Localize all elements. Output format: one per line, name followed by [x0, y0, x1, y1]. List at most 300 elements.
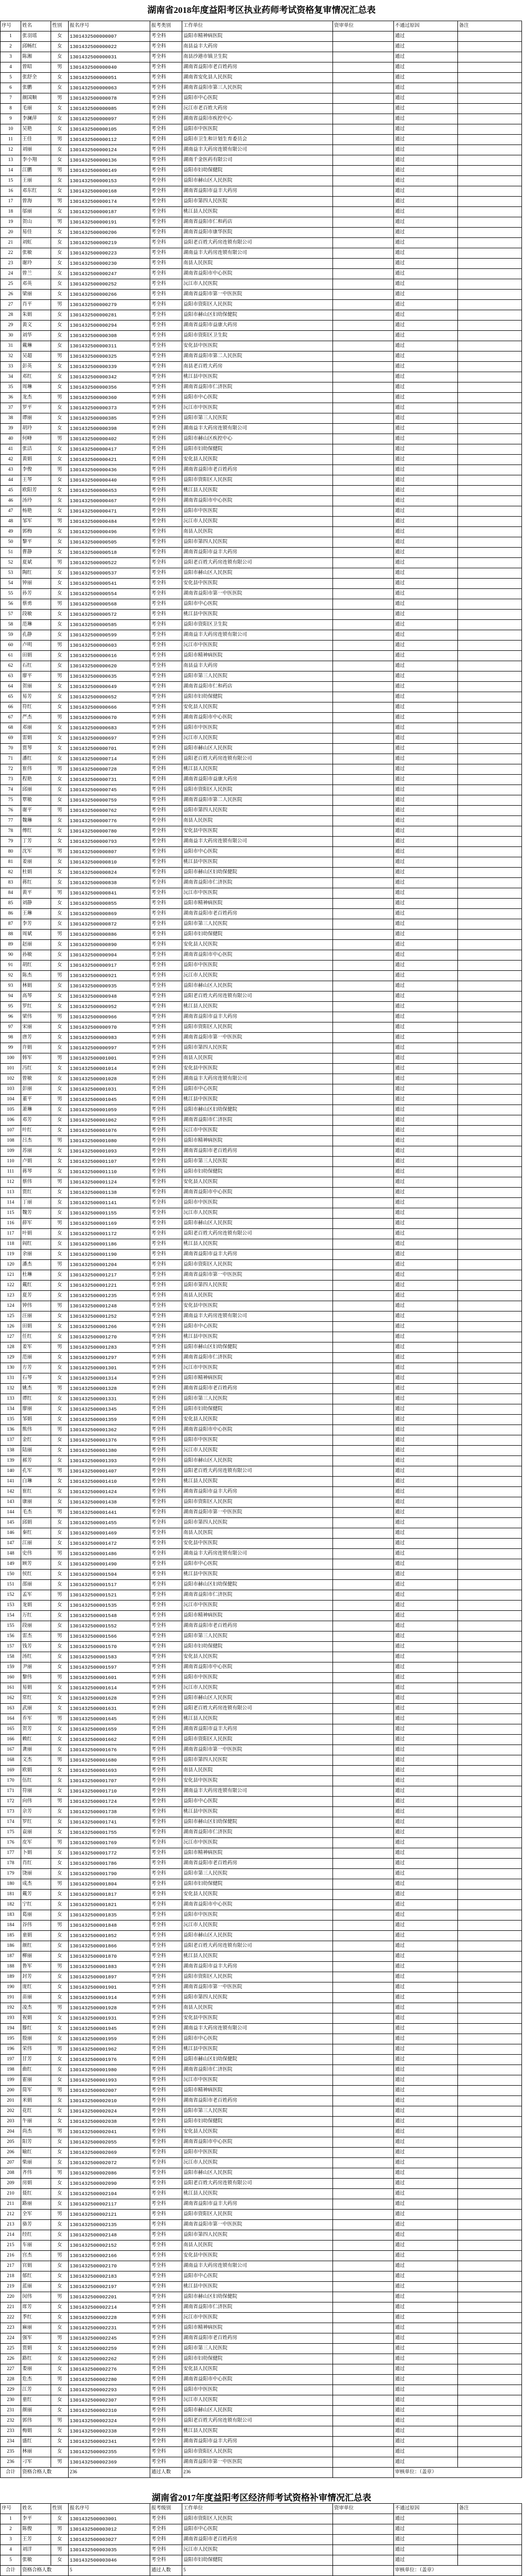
row-note [458, 506, 522, 517]
table-row [1, 2426, 522, 2437]
row-result: 通过 [394, 702, 458, 713]
row-workplace: 湖南省益阳市老百姓药房 [182, 2096, 333, 2106]
row-category: 考全科 [150, 1766, 182, 1776]
row-note [458, 2375, 522, 2385]
row-review-unit [333, 930, 394, 940]
row-result: 通过 [394, 2395, 458, 2406]
row-review-unit [333, 1518, 394, 1528]
row-review-unit [333, 1921, 394, 1931]
row-name: 谷伟 [21, 1921, 51, 1931]
row-seq: 138 [1, 1446, 21, 1456]
row-name: 韩军 [21, 1053, 51, 1064]
row-category: 考全科 [150, 1890, 182, 1900]
row-name: 余丽 [21, 1250, 51, 1260]
table-row [1, 290, 522, 300]
row-review-unit [333, 475, 394, 486]
row-review-unit [333, 1487, 394, 1497]
row-category: 考全科 [150, 31, 182, 42]
row-reg-no: 1301432500002197 [69, 2282, 150, 2292]
row-result: 通过 [394, 1951, 458, 1962]
row-category: 考全科 [150, 2302, 182, 2313]
row-note [458, 1177, 522, 1188]
row-category: 考全科 [150, 1518, 182, 1528]
table-row [1, 2199, 522, 2210]
row-reg-no: 1301432500001393 [69, 1456, 150, 1466]
row-sex: 男 [51, 393, 69, 403]
row-result: 通过 [394, 475, 458, 486]
row-review-unit [333, 1136, 394, 1146]
row-category: 考全科 [150, 506, 182, 517]
row-result: 通过 [394, 837, 458, 847]
row-seq: 172 [1, 1797, 21, 1807]
row-sex: 女 [51, 1662, 69, 1673]
row-result: 通过 [394, 145, 458, 155]
row-reg-no: 1301432500002007 [69, 2086, 150, 2096]
row-note [458, 568, 522, 579]
row-note [458, 991, 522, 1002]
table-row [1, 176, 522, 186]
row-category: 考全科 [150, 909, 182, 919]
row-category: 考全科 [150, 310, 182, 321]
row-category: 考全科 [150, 1136, 182, 1146]
row-reg-no: 1301432500000537 [69, 568, 150, 579]
row-reg-no: 1301432500000505 [69, 537, 150, 548]
row-workplace: 益阳老百姓大药房连锁有限公司 [182, 1229, 333, 1239]
row-review-unit [333, 1611, 394, 1621]
row-workplace: 沅江市中医医院 [182, 2313, 333, 2323]
row-workplace: 湖南省益阳市中心医院 [182, 1425, 333, 1435]
row-note [458, 259, 522, 269]
row-name: 贺芳 [21, 1724, 51, 1735]
row-sex: 女 [51, 1910, 69, 1921]
table2-title: 湖南省2017年度益阳考区经济师考试资格补审情况汇总表 [152, 2493, 371, 2503]
row-reg-no: 1301432500000191 [69, 217, 150, 228]
row-reg-no: 1301432500002262 [69, 2354, 150, 2364]
row-seq: 135 [1, 1415, 21, 1425]
row-sex: 男 [51, 2251, 69, 2261]
row-seq: 137 [1, 1435, 21, 1446]
row-category: 考全科 [150, 83, 182, 93]
row-reg-no: 1301432500002038 [69, 2117, 150, 2127]
row-category: 考全科 [150, 1838, 182, 1848]
row-review-unit [333, 155, 394, 166]
row-sex: 男 [51, 1921, 69, 1931]
row-category: 考全科 [150, 1126, 182, 1136]
row-workplace: 益阳市精神病医院 [182, 1848, 333, 1859]
row-workplace: 南县人民医院 [182, 527, 333, 537]
row-sex: 女 [51, 2148, 69, 2158]
row-seq: 127 [1, 1332, 21, 1342]
table-row [1, 124, 522, 135]
row-workplace: 益阳市赫山区人民医院 [182, 744, 333, 754]
table-row [1, 1941, 522, 1951]
row-seq: 183 [1, 1910, 21, 1921]
row-reg-no: 1301432500001472 [69, 1539, 150, 1549]
row-sex: 男 [51, 1797, 69, 1807]
row-reg-no: 1301432500000279 [69, 300, 150, 310]
table-row [1, 1198, 522, 1208]
row-seq: 35 [1, 382, 21, 393]
row-category: 考全科 [150, 764, 182, 775]
row-sex: 女 [51, 1198, 69, 1208]
row-result: 通过 [394, 2003, 458, 2013]
row-sex: 女 [51, 2344, 69, 2354]
row-seq: 232 [1, 2416, 21, 2426]
row-sex: 女 [51, 506, 69, 517]
row-result: 通过 [394, 568, 458, 579]
table-row [1, 1033, 522, 1043]
row-seq: 204 [1, 2127, 21, 2137]
row-seq: 47 [1, 506, 21, 517]
row-category: 考全科 [150, 1910, 182, 1921]
table-row [1, 331, 522, 341]
row-category: 考全科 [150, 403, 182, 413]
row-seq: 99 [1, 1043, 21, 1053]
row-note [458, 2292, 522, 2302]
row-workplace: 益阳市精神病医院 [182, 899, 333, 909]
row-reg-no: 1301432500001124 [69, 1177, 150, 1188]
row-seq: 210 [1, 2189, 21, 2199]
row-note [458, 1807, 522, 1817]
row-note [458, 155, 522, 166]
row-category: 考全科 [150, 1281, 182, 1291]
row-note [458, 888, 522, 899]
table2-header-row [1, 2504, 522, 2514]
row-reg-no: 1301432500001517 [69, 1580, 150, 1590]
row-reg-no: 1301432500000402 [69, 434, 150, 444]
row-name: 邱丽 [21, 785, 51, 795]
row-name: 柳丽 [21, 1951, 51, 1962]
table-row [1, 506, 522, 517]
row-category: 考全科 [150, 1012, 182, 1022]
table-row [1, 1869, 522, 1879]
table-row [1, 1662, 522, 1673]
row-review-unit [333, 1394, 394, 1404]
table-row [1, 1735, 522, 1745]
row-workplace: 益阳市赫山区妇幼保健院 [182, 310, 333, 321]
row-result: 通过 [394, 2457, 458, 2468]
row-review-unit [333, 424, 394, 434]
row-name: 符红 [21, 702, 51, 713]
row-workplace: 桃江县中医医院 [182, 1332, 333, 1342]
row-seq: 110 [1, 1157, 21, 1167]
row-workplace: 安化县人民医院 [182, 2364, 333, 2375]
row-sex: 男 [51, 135, 69, 145]
row-review-unit [333, 1559, 394, 1570]
row-reg-no: 1301432500000385 [69, 413, 150, 424]
row-workplace: 益阳市妇幼保健院 [182, 2117, 333, 2127]
row-review-unit [333, 2426, 394, 2437]
row-review-unit [333, 2302, 394, 2313]
row-reg-no: 1301432500001221 [69, 1281, 150, 1291]
row-seq: 68 [1, 723, 21, 733]
row-result: 通过 [394, 1838, 458, 1848]
row-sex: 女 [51, 2535, 69, 2545]
row-category: 考全科 [150, 1962, 182, 1972]
row-seq: 90 [1, 950, 21, 961]
row-sex: 男 [51, 888, 69, 899]
table-row [1, 1621, 522, 1631]
row-result: 通过 [394, 764, 458, 775]
table-row [1, 2416, 522, 2426]
row-category: 考全科 [150, 1177, 182, 1188]
row-name: 姜丽 [21, 857, 51, 868]
row-seq: 207 [1, 2158, 21, 2168]
row-reg-no: 1301432500000776 [69, 816, 150, 826]
row-reg-no: 1301432500003001 [69, 2514, 150, 2524]
row-workplace: 湖南省益阳市第一中医医院 [182, 589, 333, 599]
row-note [458, 1580, 522, 1590]
row-seq: 199 [1, 2075, 21, 2086]
table2-body [1, 2514, 522, 2566]
row-sex: 男 [51, 2086, 69, 2096]
row-seq: 180 [1, 1879, 21, 1890]
row-seq: 52 [1, 558, 21, 568]
row-result: 通过 [394, 217, 458, 228]
row-result: 通过 [394, 620, 458, 630]
row-result: 通过 [394, 279, 458, 290]
row-result: 通过 [394, 1921, 458, 1931]
row-workplace: 益阳市中医医院 [182, 1673, 333, 1683]
table-row [1, 321, 522, 331]
row-review-unit [333, 2437, 394, 2447]
row-name: 张敏 [21, 248, 51, 259]
table-row [1, 1353, 522, 1363]
row-workplace: 沅江市人民医院 [182, 2545, 333, 2555]
row-reg-no: 1301432500001566 [69, 1631, 150, 1642]
row-workplace: 益阳市赫山区人民医院 [182, 176, 333, 186]
row-result: 通过 [394, 2148, 458, 2158]
row-reg-no: 1301432500001535 [69, 1601, 150, 1611]
row-seq: 73 [1, 775, 21, 785]
row-category: 考全科 [150, 62, 182, 73]
row-name: 任红 [21, 1332, 51, 1342]
row-sex: 女 [51, 362, 69, 372]
row-sex: 女 [51, 1642, 69, 1652]
row-sex: 女 [51, 2385, 69, 2395]
row-result: 通过 [394, 2375, 458, 2385]
row-seq: 17 [1, 197, 21, 207]
row-seq: 192 [1, 2003, 21, 2013]
row-note [458, 2416, 522, 2426]
row-name: 吴艳 [21, 124, 51, 135]
row-workplace: 益阳市中心医院 [182, 2524, 333, 2535]
table-row [1, 785, 522, 795]
row-workplace: 益阳市第四人民医院 [182, 1043, 333, 1053]
row-sex: 女 [51, 1848, 69, 1859]
row-workplace: 益阳市第三人民医院 [182, 919, 333, 930]
table-row [1, 1528, 522, 1539]
row-review-unit [333, 599, 394, 610]
row-workplace: 益阳市第三人民医院 [182, 413, 333, 424]
row-result: 通过 [394, 2230, 458, 2241]
row-note [458, 93, 522, 104]
row-category: 考全科 [150, 2545, 182, 2555]
table-row [1, 1456, 522, 1466]
row-reg-no: 1301432500002121 [69, 2210, 150, 2220]
row-workplace: 湖南省益阳市老百姓药房 [182, 2333, 333, 2344]
row-workplace: 湖南益丰大药房连锁有限公司 [182, 2261, 333, 2271]
row-result: 通过 [394, 1260, 458, 1270]
row-review-unit [333, 1724, 394, 1735]
row-workplace: 益阳市资阳区卫生院 [182, 620, 333, 630]
row-name: 刘洋 [21, 2545, 51, 2555]
row-sex: 男 [51, 2003, 69, 2013]
row-sex: 女 [51, 1704, 69, 1714]
row-review-unit [333, 1146, 394, 1157]
table-row [1, 950, 522, 961]
row-reg-no: 1301432500001928 [69, 2003, 150, 2013]
row-sex: 女 [51, 1188, 69, 1198]
row-sex: 男 [51, 1838, 69, 1848]
row-category: 考全科 [150, 2514, 182, 2524]
row-sex: 女 [51, 1291, 69, 1301]
row-sex: 女 [51, 1776, 69, 1786]
row-seq: 27 [1, 300, 21, 310]
row-result: 通过 [394, 1611, 458, 1621]
row-name: 娄丽 [21, 2364, 51, 2375]
row-reg-no: 1301432500001297 [69, 1353, 150, 1363]
row-result: 通过 [394, 1188, 458, 1198]
row-workplace: 沅江市中医医院 [182, 2075, 333, 2086]
row-category: 考全科 [150, 1270, 182, 1281]
row-review-unit [333, 1404, 394, 1415]
row-name: 滕红 [21, 2024, 51, 2034]
row-result: 通过 [394, 961, 458, 971]
row-sex: 女 [51, 620, 69, 630]
row-review-unit [333, 259, 394, 269]
row-review-unit [333, 1415, 394, 1425]
table-row [1, 579, 522, 589]
row-reg-no: 1301432500001410 [69, 1477, 150, 1487]
row-seq: 217 [1, 2261, 21, 2271]
row-workplace: 湖南省益阳市益丰大药房 [182, 1724, 333, 1735]
row-seq: 142 [1, 1487, 21, 1497]
row-seq: 9 [1, 114, 21, 124]
row-sex: 女 [51, 1972, 69, 1982]
row-category: 考全科 [150, 1446, 182, 1456]
row-category: 考全科 [150, 620, 182, 630]
row-workplace: 益阳市中心医院 [182, 1797, 333, 1807]
row-review-unit [333, 93, 394, 104]
row-note [458, 1941, 522, 1951]
row-note [458, 114, 522, 124]
table-row [1, 228, 522, 238]
row-reg-no: 1301432500001138 [69, 1188, 150, 1198]
row-name: 范丽 [21, 1353, 51, 1363]
table-row [1, 764, 522, 775]
row-sex: 女 [51, 568, 69, 579]
row-review-unit [333, 124, 394, 135]
row-review-unit [333, 135, 394, 145]
row-name: 齐伟 [21, 2168, 51, 2179]
row-reg-no: 1301432500001848 [69, 1921, 150, 1931]
row-workplace: 南县老百姓大药房 [182, 362, 333, 372]
row-name: 邓东红 [21, 186, 51, 197]
table-row [1, 424, 522, 434]
row-seq: 158 [1, 1652, 21, 1662]
table-row [1, 630, 522, 641]
row-note [458, 702, 522, 713]
row-reg-no: 1301432500000219 [69, 238, 150, 248]
row-reg-no: 1301432500002072 [69, 2158, 150, 2168]
table1-title: 湖南省2018年度益阳考区执业药师考试资格复审情况汇总表 [147, 5, 376, 15]
table-row [1, 217, 522, 228]
row-workplace: 湖南省益阳市中心医院 [182, 496, 333, 506]
row-sex: 女 [51, 723, 69, 733]
row-name: 伍红 [21, 1776, 51, 1786]
row-seq: 193 [1, 2013, 21, 2024]
row-reg-no: 1301432500001107 [69, 1157, 150, 1167]
row-seq: 41 [1, 444, 21, 455]
row-result: 通过 [394, 1270, 458, 1281]
row-name: 尚杰 [21, 2127, 51, 2137]
row-sex: 男 [51, 434, 69, 444]
table-row [1, 1766, 522, 1776]
row-name: 丁丽 [21, 1198, 51, 1208]
row-category: 考全科 [150, 661, 182, 671]
row-review-unit [333, 713, 394, 723]
row-seq: 31 [1, 341, 21, 351]
row-category: 考全科 [150, 279, 182, 290]
row-name: 孔静 [21, 630, 51, 641]
row-review-unit [333, 1528, 394, 1539]
row-review-unit [333, 1157, 394, 1167]
row-category: 考全科 [150, 816, 182, 826]
row-workplace: 湖南省益阳市老百姓药房 [182, 909, 333, 919]
row-review-unit [333, 2416, 394, 2426]
table-row [1, 610, 522, 620]
row-seq: 96 [1, 1012, 21, 1022]
row-workplace: 安化县中医医院 [182, 1776, 333, 1786]
table-row [1, 723, 522, 733]
row-note [458, 2344, 522, 2354]
row-review-unit [333, 145, 394, 155]
row-reg-no: 1301432500000869 [69, 909, 150, 919]
row-workplace: 益阳市资阳区人民医院 [182, 300, 333, 310]
row-seq: 24 [1, 269, 21, 279]
row-name: 吴超 [21, 351, 51, 362]
row-review-unit [333, 919, 394, 930]
row-seq: 85 [1, 899, 21, 909]
row-name: 路丽 [21, 2199, 51, 2210]
row-reg-no: 1301432500001548 [69, 1611, 150, 1621]
row-seq: 82 [1, 868, 21, 878]
row-category: 考全科 [150, 2096, 182, 2106]
row-category: 考全科 [150, 630, 182, 641]
row-name: 庞红 [21, 1982, 51, 1993]
row-category: 考全科 [150, 785, 182, 795]
row-result: 通过 [394, 1466, 458, 1477]
row-review-unit [333, 1539, 394, 1549]
row-seq: 57 [1, 610, 21, 620]
row-reg-no: 1301432500000701 [69, 744, 150, 754]
row-note [458, 2158, 522, 2168]
row-name: 曾昭 [21, 62, 51, 73]
row-note [458, 1631, 522, 1642]
row-category: 考全科 [150, 2044, 182, 2055]
table-row [1, 1776, 522, 1786]
row-name: 张羽瑶 [21, 31, 51, 42]
row-reg-no: 1301432500002259 [69, 2344, 150, 2354]
row-name: 童红 [21, 2395, 51, 2406]
row-result: 通过 [394, 599, 458, 610]
row-review-unit [333, 362, 394, 372]
row-sex: 女 [51, 1311, 69, 1322]
row-workplace: 桃江县中医医院 [182, 1570, 333, 1580]
row-reg-no: 1301432500002228 [69, 2313, 150, 2323]
row-seq: 150 [1, 1570, 21, 1580]
